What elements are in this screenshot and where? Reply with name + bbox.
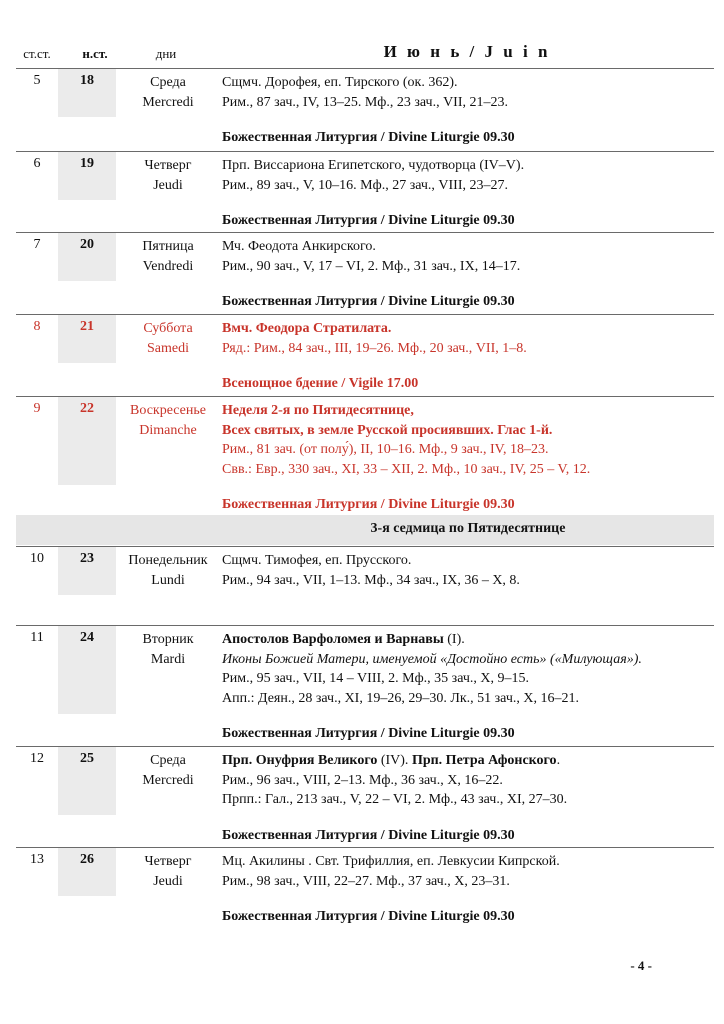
- new-style-date: 25: [58, 747, 116, 815]
- weekday-fr: Lundi: [151, 573, 185, 588]
- header-days: дни: [155, 46, 177, 61]
- weekday-fr: Mercredi: [142, 773, 194, 788]
- old-style-date: 7: [33, 237, 41, 252]
- weekday-ru: Четверг: [144, 158, 192, 173]
- reading-line: Свв.: Евр., 330 зач., XI, 33 – XII, 2. Мф., 10 зач., IV, 25 – V, 12.: [222, 461, 591, 477]
- entry-text: [222, 319, 714, 394]
- service-line: Божественная Литургия / Divine Liturgie 09.30: [222, 213, 515, 228]
- new-style-date: 20: [58, 233, 116, 281]
- row-separator: [16, 396, 714, 397]
- new-style-date: 19: [58, 152, 116, 200]
- weekday-fr: Vendredi: [142, 259, 194, 274]
- row-separator: [16, 625, 714, 626]
- old-style-date: 6: [33, 156, 41, 171]
- new-style-date: 26: [58, 848, 116, 896]
- reading-line: Рим., 95 зач., VII, 14 – VIII, 2. Мф., 35 зач., X, 9–15.: [222, 671, 529, 686]
- weekday-fr: Jeudi: [153, 874, 183, 889]
- saint-name-second: Прп. Петра Афонского: [411, 753, 557, 768]
- new-style-date: 22: [58, 397, 116, 485]
- weekday-fr: Samedi: [147, 341, 189, 356]
- saint-name: Апостолов Варфоломея и Варнавы: [222, 632, 444, 647]
- weekday: [116, 630, 220, 670]
- service-line: Божественная Литургия / Divine Liturgie 09.30: [222, 726, 515, 741]
- weekday-ru: Среда: [150, 75, 186, 90]
- weekday: [116, 551, 220, 591]
- row-separator: [16, 151, 714, 152]
- weekday-ru: Вторник: [142, 632, 194, 647]
- reading-line: Рим., 98 зач., VIII, 22–27. Мф., 37 зач., X, 23–31.: [222, 873, 510, 889]
- header-new-style: н.ст.: [82, 46, 108, 61]
- row-separator: [16, 68, 714, 69]
- week-title-band: [16, 515, 714, 545]
- old-style-date: 5: [33, 73, 41, 88]
- weekday: [116, 852, 220, 892]
- saint-line: Сщмч. Тимофея, еп. Прусского.: [222, 553, 412, 568]
- row-separator: [16, 746, 714, 747]
- old-style-date: 10: [30, 551, 44, 566]
- row-separator: [16, 314, 714, 315]
- saint-line: Прп. Виссариона Египетского, чудотворца (IV–V).: [222, 158, 525, 173]
- reading-line: Рим., 89 зач., V, 10–16. Мф., 27 зач., VIII, 23–27.: [222, 177, 509, 193]
- old-style-date: 8: [33, 319, 41, 334]
- saint-line: [222, 751, 714, 771]
- feast-subtitle-line: Всех святых, в земле Русской просиявших. Глас 1-й.: [222, 422, 553, 438]
- reading-line: Рим., 90 зач., V, 17 – VI, 2. Мф., 31 зач., IX, 14–17.: [222, 258, 521, 274]
- saint-century: (IV).: [377, 753, 412, 768]
- service-line: Божественная Литургия / Divine Liturgie 09.30: [222, 130, 515, 145]
- table-header: [16, 40, 714, 66]
- saint-line: Вмч. Феодора Стратилата.: [222, 321, 392, 336]
- new-style-date: 18: [58, 69, 116, 117]
- reading-line: Рим., 81 зач. (от полу́), II, 10–16. Мф., 9 зач., IV, 18–23.: [222, 442, 549, 457]
- weekday: [116, 319, 220, 359]
- weekday-ru: Суббота: [143, 321, 193, 336]
- saint-line: Мц. Акилины . Свт. Трифиллия, еп. Левкусии Кипрской.: [222, 854, 560, 869]
- entry-text: [222, 237, 714, 312]
- weekday-ru: Четверг: [144, 854, 192, 869]
- weekday: [116, 237, 220, 277]
- icon-feast-line: Иконы Божией Матери, именуемой «Достойно есть» («Милующая»).: [222, 651, 642, 667]
- reading-line: Рим., 87 зач., IV, 13–25. Мф., 23 зач., VII, 21–23.: [222, 94, 509, 110]
- old-style-date: 9: [33, 401, 41, 416]
- service-line: Божественная Литургия / Divine Liturgie 09.30: [222, 294, 515, 309]
- entry-text: [222, 551, 714, 590]
- feast-title-line: Неделя 2-я по Пятидесятнице,: [222, 403, 414, 418]
- weekday-fr: Mardi: [150, 652, 186, 667]
- saint-century: (I).: [443, 632, 465, 647]
- service-line: Божественная Литургия / Divine Liturgie 09.30: [222, 497, 515, 512]
- saint-line-end: .: [556, 753, 561, 768]
- old-style-date: 11: [30, 630, 44, 645]
- weekday-fr: Jeudi: [153, 178, 183, 193]
- row-separator: [16, 232, 714, 233]
- weekday: [116, 73, 220, 113]
- weekday: [116, 401, 220, 441]
- entry-text: [222, 73, 714, 148]
- weekday-ru: Среда: [150, 753, 186, 768]
- row-separator: [16, 546, 714, 547]
- new-style-date: 24: [58, 626, 116, 714]
- reading-line: Прпп.: Гал., 213 зач., V, 22 – VI, 2. Мф., 43 зач., XI, 27–30.: [222, 792, 568, 807]
- service-line: Божественная Литургия / Divine Liturgie 09.30: [222, 909, 515, 924]
- service-line: Всенощное бдение / Vigile 17.00: [222, 376, 419, 391]
- entry-text: [222, 401, 714, 515]
- reading-line: Рим., 94 зач., VII, 1–13. Мф., 34 зач., IX, 36 – X, 8.: [222, 572, 520, 588]
- weekday-ru: Воскресенье: [130, 403, 206, 418]
- header-old-style: ст.ст.: [23, 46, 51, 61]
- service-line: Божественная Литургия / Divine Liturgie 09.30: [222, 827, 515, 843]
- saint-line: Сщмч. Дорофея, еп. Тирского (ок. 362).: [222, 75, 458, 90]
- weekday: [116, 156, 220, 196]
- header-month: И ю н ь / J u i n: [383, 42, 551, 61]
- row-separator: [16, 847, 714, 848]
- saint-line: [222, 630, 714, 650]
- weekday-fr: Dimanche: [139, 423, 197, 438]
- old-style-date: 12: [30, 751, 44, 766]
- reading-line: Ряд.: Рим., 84 зач., III, 19–26. Мф., 20 зач., VII, 1–8.: [222, 340, 527, 356]
- saint-name: Прп. Онуфрия Великого: [222, 753, 378, 768]
- page-number: - 4 -: [630, 958, 652, 973]
- weekday-ru: Пятница: [142, 239, 194, 254]
- old-style-date: 13: [30, 852, 44, 867]
- weekday-fr: Mercredi: [142, 95, 194, 110]
- weekday-ru: Понедельник: [128, 553, 208, 568]
- reading-line: Рим., 96 зач., VIII, 2–13. Мф., 36 зач., X, 16–22.: [222, 772, 503, 788]
- new-style-date: 21: [58, 315, 116, 363]
- entry-text: [222, 751, 714, 845]
- entry-text: [222, 630, 714, 744]
- saint-line: Мч. Феодота Анкирского.: [222, 239, 376, 254]
- new-style-date: 23: [58, 547, 116, 595]
- week-title: 3-я седмица по Пятидесятнице: [370, 521, 566, 536]
- entry-text: [222, 156, 714, 231]
- reading-line: Апп.: Деян., 28 зач., XI, 19–26, 29–30. Лк., 51 зач., X, 16–21.: [222, 690, 579, 706]
- entry-text: [222, 852, 714, 927]
- weekday: [116, 751, 220, 791]
